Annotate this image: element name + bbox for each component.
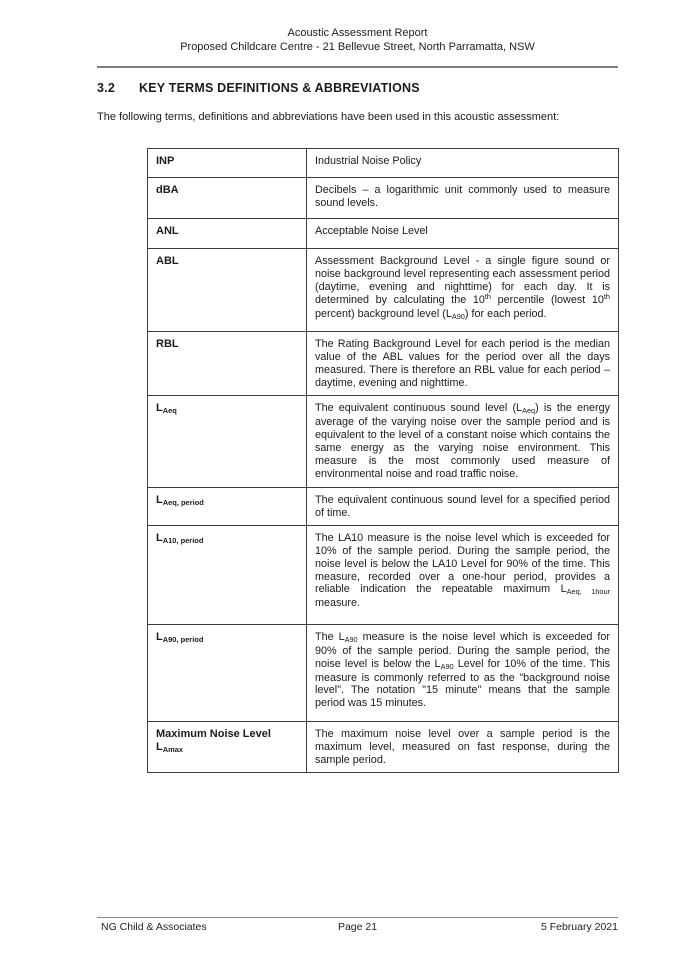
definition-table-row [148, 721, 619, 772]
term-cell: INP [148, 149, 307, 178]
definition-cell: Acceptable Noise Level [307, 219, 619, 249]
definitions-table [147, 148, 619, 773]
definitions-table-body [148, 149, 619, 773]
definition-cell: The maximum noise level over a sample period is the maximum level, measured on fast response, during the sample period. [307, 721, 619, 772]
definition-cell: Industrial Noise Policy [307, 149, 619, 178]
term-cell: Maximum Noise Level $L_{Amax}$ [148, 721, 307, 772]
definition-cell: The LA10 measure is the noise level which is exceeded for 10% of the sample period. During the sample period, the noise level is below the LA10 Level for 90% of the time. This measure, recorded over a one-hour period, provides a reliable indication the repeatable maximum $L_{Aeq, 1hour}$ measure. [307, 525, 619, 624]
definition-cell: Assessment Background Level - a single figure sound or noise background level representing each assessment period (daytime, evening and nighttime) for each day. It is determined by calculating the 10th percentile (lowest 10th percent) background level $(L_{A90})$ for each period. [307, 249, 619, 332]
definition-table-row [148, 249, 619, 332]
term-cell: $L_{Aeq}$ [148, 396, 307, 488]
term-cell: $L_{A10, period}$ [148, 525, 307, 624]
definition-table-row [148, 178, 619, 219]
definition-cell: The Rating Background Level for each period is the median value of the ABL values for the period over all the days measured. There is therefore an RBL value for each period – daytime, evening and nighttime. [307, 332, 619, 396]
definition-cell: The equivalent continuous sound level for a specified period of time. [307, 488, 619, 526]
term-cell: RBL [148, 332, 307, 396]
definition-table-row [148, 332, 619, 396]
term-cell: $L_{Aeq, period}$ [148, 488, 307, 526]
header-project-subtitle: Proposed Childcare Centre - 21 Bellevue Street, North Parramatta, NSW [180, 41, 535, 53]
footer-divider [97, 917, 618, 918]
definition-table-row [148, 624, 619, 721]
term-cell: $L_{A90, period}$ [148, 624, 307, 721]
definition-table-row [148, 396, 619, 488]
document-header [97, 26, 618, 54]
definition-table-row [148, 149, 619, 178]
definition-table-row [148, 488, 619, 526]
footer-page-number: Page 21 [337, 921, 378, 933]
definition-table-row [148, 219, 619, 249]
definition-cell: The equivalent continuous sound level $(L_{Aeq})$ is the energy average of the varying noise over the sample period and is equivalent to the level of a constant noise which contains the same energy as the varying noise environment. This measure is the most commonly used measure of environmental noise and road traffic noise. [307, 396, 619, 488]
header-divider [97, 66, 618, 68]
section-heading [97, 81, 420, 95]
term-cell: dBA [148, 178, 307, 219]
definition-table-row [148, 525, 619, 624]
definition-cell: The $L_{A90}$ measure is the noise level which is exceeded for 90% of the sample period. During the sample period, the noise level is below the $L_{A90}$ Level for 10% of the time. This measure is commonly referred to as the "background noise level". The notation "15 minute" means that the sample period was 15 minutes. [307, 624, 619, 721]
footer-company: NG Child & Associates [101, 921, 207, 933]
section-title: KEY TERMS DEFINITIONS & ABBREVIATIONS [138, 81, 420, 95]
term-cell: ANL [148, 219, 307, 249]
term-cell: ABL [148, 249, 307, 332]
header-report-title: Acoustic Assessment Report [287, 27, 428, 39]
footer-date: 5 February 2021 [540, 921, 618, 933]
definition-cell: Decibels – a logarithmic unit commonly used to measure sound levels. [307, 178, 619, 219]
intro-text: The following terms, definitions and abbreviations have been used in this acoustic assessment: [97, 111, 560, 123]
section-number: 3.2 [97, 81, 115, 95]
